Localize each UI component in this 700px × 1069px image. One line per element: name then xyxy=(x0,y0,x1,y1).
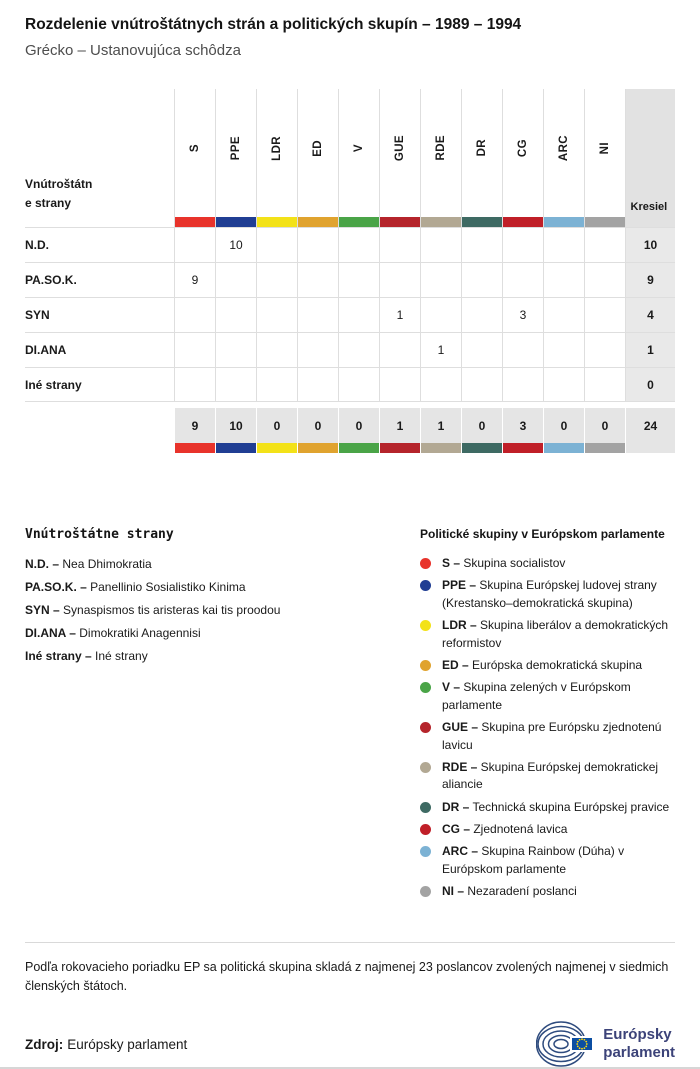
group-color-bar xyxy=(298,217,338,227)
group-color-bar xyxy=(298,443,338,453)
group-code-label: RDE xyxy=(435,135,447,161)
totals-cell xyxy=(257,408,298,453)
legend-group-code: GUE – xyxy=(442,720,479,735)
group-header-cell xyxy=(298,89,339,227)
group-header-cell xyxy=(544,89,585,227)
totals-seats-cell: 24 xyxy=(626,408,675,453)
value-cell xyxy=(175,367,216,402)
group-color-bar xyxy=(339,443,379,453)
legend-party-item: Iné strany – Iné strany xyxy=(25,649,148,663)
arc-group-color-dot xyxy=(420,846,431,857)
group-code-label: PPE xyxy=(230,135,242,161)
legend-group-item xyxy=(420,759,675,794)
ni-group-color-dot xyxy=(420,886,431,897)
table-row xyxy=(25,332,675,367)
results-table xyxy=(25,89,675,453)
value-cell xyxy=(298,262,339,297)
ed-group-color-dot xyxy=(420,660,431,671)
legend-group-text: GUE – Skupina pre Európsku zjednotenú lavicu xyxy=(442,720,662,752)
legend-group-text: NI – Nezaradení poslanci xyxy=(442,884,577,899)
value-cell xyxy=(421,227,462,262)
value-cell xyxy=(462,262,503,297)
row-label: DI.ANA xyxy=(25,332,175,367)
totals-value: 0 xyxy=(560,418,568,433)
value-cell xyxy=(175,332,216,367)
value-cell xyxy=(544,227,585,262)
totals-value: 10 xyxy=(229,418,243,433)
totals-value: 0 xyxy=(314,418,322,433)
group-color-bar xyxy=(175,217,215,227)
legend-group-code: S – xyxy=(442,556,461,570)
dr-group-color-dot xyxy=(420,802,431,813)
table-row xyxy=(25,367,675,402)
seats-cell: 9 xyxy=(626,262,675,297)
group-header-cell xyxy=(462,89,503,227)
group-header-cell xyxy=(216,89,257,227)
value-cell xyxy=(339,297,380,332)
legend-group-item xyxy=(420,679,675,714)
totals-value: 1 xyxy=(396,418,404,433)
legend-party-item: PA.SO.K. – Panellinio Sosialistiko Kinima xyxy=(25,580,246,594)
legend-group-item xyxy=(420,617,675,652)
totals-cell xyxy=(544,408,585,453)
seats-cell: 10 xyxy=(626,227,675,262)
legends xyxy=(25,527,675,906)
group-header-cell xyxy=(380,89,421,227)
group-color-bar xyxy=(503,217,543,227)
group-code-label: GUE xyxy=(394,134,406,162)
totals-value: 0 xyxy=(273,418,281,433)
legend-groups-title: Politické skupiny v Európskom parlamente xyxy=(420,527,665,541)
legend-party-code: N.D. – xyxy=(25,557,60,571)
legend-group-code: V – xyxy=(442,680,461,695)
value-cell xyxy=(380,227,421,262)
group-color-bar xyxy=(257,217,297,227)
logo-line1: Európsky xyxy=(603,1026,672,1044)
value-cell xyxy=(503,367,544,402)
source-label: Zdroj: xyxy=(25,1036,64,1052)
group-code-label: V xyxy=(353,143,365,153)
seats-cell: 1 xyxy=(626,332,675,367)
group-code-label: LDR xyxy=(271,135,283,161)
table-row xyxy=(25,262,675,297)
group-code-label: ARC xyxy=(558,134,570,162)
value-cell xyxy=(298,227,339,262)
page-title: Rozdelenie vnútroštátnych strán a politických skupín – 1989 – 1994 xyxy=(25,16,522,33)
eu-parliament-logo xyxy=(536,1020,675,1068)
seats-header-cell xyxy=(626,89,675,227)
value-cell xyxy=(216,332,257,367)
legend-party-code: SYN – xyxy=(25,603,60,617)
legend-group-text: V – Skupina zelených v Európskom parlamente xyxy=(442,680,631,712)
row-label: SYN xyxy=(25,297,175,332)
legend-group-code: RDE – xyxy=(442,759,478,774)
value-cell: 1 xyxy=(380,297,421,332)
group-color-bar xyxy=(503,443,543,453)
legend-group-text: ED – Európska demokratická skupina xyxy=(442,657,643,672)
legend-group-item xyxy=(420,577,675,612)
totals-cell xyxy=(462,408,503,453)
legend-group-code: ARC – xyxy=(442,844,479,859)
group-code-label: CG xyxy=(517,138,529,158)
legend-group-item xyxy=(420,799,675,816)
group-color-bar xyxy=(380,443,420,453)
table-row xyxy=(25,297,675,332)
legend-groups xyxy=(420,527,675,906)
divider xyxy=(25,942,675,943)
ppe-group-color-dot xyxy=(420,580,431,591)
legend-group-text: RDE – Skupina Európskej demokratickej aliancie xyxy=(442,759,659,792)
group-color-bar xyxy=(216,217,256,227)
legend-group-text: S – Skupina socialistov xyxy=(442,556,566,570)
value-cell xyxy=(503,262,544,297)
legend-group-code: CG – xyxy=(442,822,471,837)
eu-parliament-hemicycle-icon xyxy=(536,1020,594,1068)
value-cell xyxy=(298,297,339,332)
legend-group-item xyxy=(420,843,675,878)
value-cell xyxy=(462,227,503,262)
totals-cell xyxy=(503,408,544,453)
table-row xyxy=(25,227,675,262)
value-cell xyxy=(544,367,585,402)
group-header-cell xyxy=(175,89,216,227)
footnote: Podľa rokovacieho poriadku EP sa politická skupina skladá z najmenej 23 poslancov zvolených najmenej v siedmich členských štátoch. xyxy=(25,959,669,994)
value-cell xyxy=(585,262,626,297)
group-color-bar xyxy=(421,217,461,227)
value-cell xyxy=(544,332,585,367)
row-header-cell xyxy=(25,89,175,227)
seats-header-label: Kresiel xyxy=(630,200,668,213)
group-header-cell xyxy=(421,89,462,227)
source-row xyxy=(25,1020,675,1068)
totals-cell xyxy=(585,408,626,453)
group-color-bar xyxy=(216,443,256,453)
group-header-cell xyxy=(585,89,626,227)
totals-cell xyxy=(339,408,380,453)
totals-cell xyxy=(216,408,257,453)
logo-text xyxy=(603,1026,675,1062)
group-color-bar xyxy=(544,443,584,453)
group-color-bar xyxy=(380,217,420,227)
legend-party-code: DI.ANA – xyxy=(25,626,76,640)
value-cell xyxy=(462,367,503,402)
value-cell xyxy=(298,367,339,402)
totals-value: 0 xyxy=(355,418,363,433)
source-value: Európsky parlament xyxy=(67,1036,188,1052)
legend-group-code: ED – xyxy=(442,657,469,672)
value-cell xyxy=(175,227,216,262)
gue-group-color-dot xyxy=(420,722,431,733)
totals-label-cell xyxy=(25,408,175,453)
seats-cell: 4 xyxy=(626,297,675,332)
legend-group-text: ARC – Skupina Rainbow (Dúha) v Európskom parlamente xyxy=(442,844,625,876)
s-group-color-dot xyxy=(420,558,431,569)
value-cell xyxy=(380,262,421,297)
legend-party-code: PA.SO.K. – xyxy=(25,580,87,594)
legend-party-item: DI.ANA – Dimokratiki Anagennisi xyxy=(25,626,201,640)
legend-group-text: CG – Zjednotená lavica xyxy=(442,822,568,837)
value-cell xyxy=(421,262,462,297)
legend-group-code: DR – xyxy=(442,799,470,814)
totals-row xyxy=(25,408,675,453)
rde-group-color-dot xyxy=(420,762,431,773)
totals-value: 1 xyxy=(437,418,445,433)
value-cell xyxy=(257,227,298,262)
value-cell xyxy=(585,297,626,332)
group-color-bar xyxy=(421,443,461,453)
value-cell xyxy=(339,262,380,297)
group-color-bar xyxy=(462,443,502,453)
group-header-cell xyxy=(339,89,380,227)
page-subtitle: Grécko – Ustanovujúca schôdza xyxy=(25,42,241,59)
value-cell xyxy=(339,227,380,262)
value-cell xyxy=(257,262,298,297)
value-cell: 10 xyxy=(216,227,257,262)
value-cell xyxy=(216,367,257,402)
group-code-label: NI xyxy=(599,141,611,155)
group-color-bar xyxy=(544,217,584,227)
value-cell xyxy=(544,297,585,332)
value-cell xyxy=(216,262,257,297)
value-cell xyxy=(257,297,298,332)
table-header-row xyxy=(25,89,675,227)
value-cell xyxy=(298,332,339,367)
row-header-label: Vnútroštátne strany xyxy=(25,176,93,210)
legend-group-text: PPE – Skupina Európskej ludovej strany (Krestansko–demokratická skupina) xyxy=(442,578,657,610)
v-group-color-dot xyxy=(420,682,431,693)
totals-value: 0 xyxy=(601,418,609,433)
value-cell xyxy=(339,332,380,367)
value-cell: 9 xyxy=(175,262,216,297)
legend-group-item xyxy=(420,821,675,838)
legend-group-text: LDR – Skupina liberálov a demokratických reformistov xyxy=(442,618,669,650)
seats-cell: 0 xyxy=(626,367,675,402)
value-cell xyxy=(175,297,216,332)
group-color-bar xyxy=(339,217,379,227)
legend-groups-list xyxy=(420,555,675,901)
cg-group-color-dot xyxy=(420,824,431,835)
group-color-bar xyxy=(462,217,502,227)
value-cell xyxy=(216,297,257,332)
group-code-label: DR xyxy=(476,139,488,157)
row-label: N.D. xyxy=(25,227,175,262)
totals-cell xyxy=(421,408,462,453)
group-header-cell xyxy=(503,89,544,227)
legend-group-item xyxy=(420,555,675,572)
legend-group-item xyxy=(420,657,675,674)
value-cell xyxy=(339,367,380,402)
row-label: Iné strany xyxy=(25,367,175,402)
group-code-label: S xyxy=(189,143,201,153)
legend-parties-title: Vnútroštátne strany xyxy=(25,527,174,542)
legend-group-text: DR – Technická skupina Európskej pravice xyxy=(442,799,670,814)
legend-party-item: SYN – Synaspismos tis aristeras kai tis proodou xyxy=(25,603,281,617)
legend-parties-list xyxy=(25,557,385,664)
group-color-bar xyxy=(257,443,297,453)
legend-group-item xyxy=(420,719,675,754)
legend-party-item: N.D. – Nea Dhimokratia xyxy=(25,557,152,571)
value-cell xyxy=(585,367,626,402)
value-cell xyxy=(462,332,503,367)
value-cell: 1 xyxy=(421,332,462,367)
totals-cell xyxy=(175,408,216,453)
value-cell xyxy=(421,297,462,332)
value-cell xyxy=(421,367,462,402)
value-cell xyxy=(257,332,298,367)
value-cell xyxy=(585,332,626,367)
logo-line2: parlament xyxy=(603,1044,675,1062)
legend-parties xyxy=(25,527,385,906)
legend-group-code: LDR – xyxy=(442,618,477,633)
value-cell xyxy=(462,297,503,332)
group-color-bar xyxy=(585,217,625,227)
source-text xyxy=(25,1037,187,1052)
value-cell xyxy=(544,262,585,297)
legend-party-code: Iné strany – xyxy=(25,649,92,663)
legend-group-item xyxy=(420,883,675,900)
value-cell xyxy=(380,332,421,367)
ldr-group-color-dot xyxy=(420,620,431,631)
totals-cell xyxy=(298,408,339,453)
value-cell xyxy=(257,367,298,402)
value-cell: 3 xyxy=(503,297,544,332)
totals-cell xyxy=(380,408,421,453)
row-label: PA.SO.K. xyxy=(25,262,175,297)
legend-group-code: PPE – xyxy=(442,578,477,593)
totals-value: 9 xyxy=(191,418,199,433)
value-cell xyxy=(380,367,421,402)
totals-value: 0 xyxy=(478,418,486,433)
group-header-cell xyxy=(257,89,298,227)
group-code-label: ED xyxy=(312,139,324,157)
value-cell xyxy=(503,227,544,262)
group-color-bar xyxy=(585,443,625,453)
value-cell xyxy=(585,227,626,262)
totals-value: 3 xyxy=(519,418,527,433)
legend-group-code: NI – xyxy=(442,884,465,899)
value-cell xyxy=(503,332,544,367)
group-color-bar xyxy=(175,443,215,453)
